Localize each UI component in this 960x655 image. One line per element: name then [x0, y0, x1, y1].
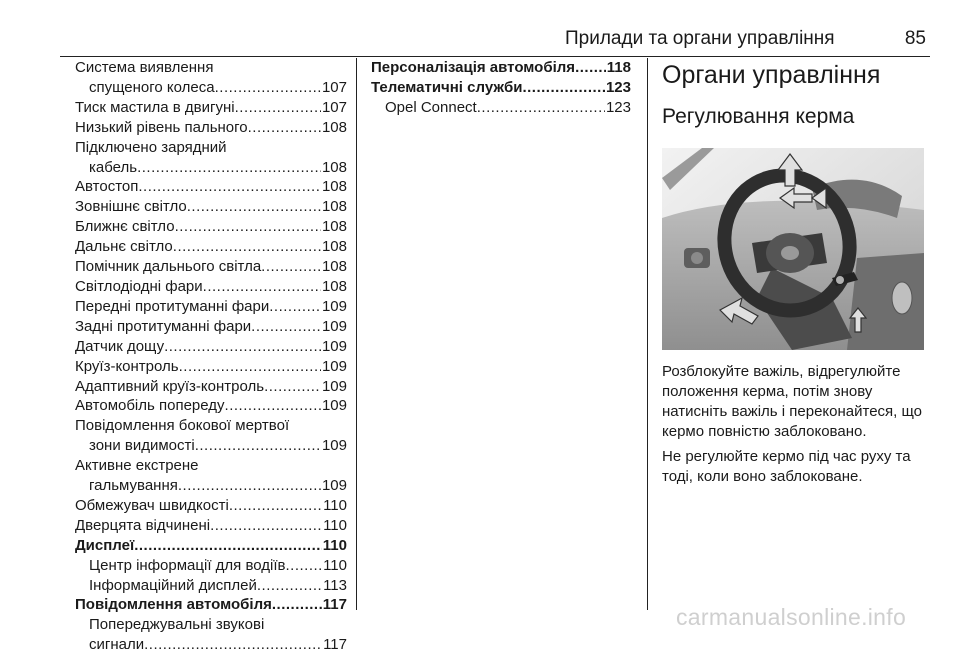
toc-entry[interactable] [75, 615, 347, 635]
toc-entry-page: 107 [321, 78, 347, 96]
toc-entry-title: Opel Connect [385, 98, 477, 116]
toc-entry[interactable] [75, 496, 347, 516]
toc-entry[interactable] [75, 237, 347, 257]
content-column [662, 58, 930, 487]
toc-entry-title: Повідомлення автомобіля [75, 596, 272, 614]
toc-entry-title: Тиск мастила в двигуні [75, 98, 235, 116]
toc-entry[interactable] [75, 556, 347, 576]
leader-dots [229, 496, 322, 516]
toc-entry[interactable] [75, 357, 347, 377]
toc-entry-page: 108 [321, 178, 347, 196]
leader-dots [138, 177, 321, 197]
toc-entry-page: 108 [321, 158, 347, 176]
toc-entry-title: Обмежувач швидкості [75, 496, 229, 514]
leader-dots [235, 98, 321, 118]
toc-entry-title: Активне екстрене [75, 457, 199, 475]
leader-dots [257, 576, 322, 596]
toc-entry[interactable] [75, 416, 347, 436]
toc-entry-title: Система виявлення [75, 59, 214, 76]
toc-entry[interactable] [75, 197, 347, 217]
toc-entry-page: 108 [321, 198, 347, 216]
leader-dots [477, 98, 605, 118]
toc-entry[interactable] [75, 516, 347, 536]
toc-entry-page: 117 [322, 596, 347, 614]
leader-dots [272, 595, 322, 615]
toc-entry-page: 110 [323, 496, 347, 514]
toc-entry-page: 110 [323, 516, 347, 534]
column-divider [356, 58, 357, 610]
toc-heading-entry[interactable] [75, 595, 347, 615]
toc-entry-page: 108 [321, 258, 347, 276]
toc-entry-page: 109 [321, 357, 347, 375]
toc-entry-page: 123 [605, 98, 631, 116]
toc-entry[interactable] [75, 277, 347, 297]
toc-entry-title: Передні протитуманні фари [75, 297, 270, 315]
toc-entry-page: 109 [321, 477, 347, 495]
toc-entry-title: Підключено зарядний [75, 138, 227, 156]
toc-entry-title: Повідомлення бокової мертвої [75, 417, 290, 435]
toc-entry-title: Автомобіль попереду [75, 397, 225, 415]
toc-entry-page: 109 [321, 377, 347, 395]
toc-entry-title: Світлодіодні фари [75, 277, 203, 295]
toc-entry[interactable] [75, 377, 347, 397]
toc-entry[interactable] [75, 576, 347, 596]
toc-entry-title: Низький рівень пального [75, 118, 248, 136]
toc-entry-title: сигнали [89, 636, 145, 654]
toc-entry-page: 123 [605, 78, 631, 96]
toc-entry-title: Телематичні служби [371, 78, 523, 96]
leader-dots [522, 78, 605, 98]
toc-entry-page: 110 [322, 536, 347, 554]
toc-entry-title: кабель [89, 158, 138, 176]
running-title: Прилади та органи управління [565, 28, 835, 49]
toc-entry-page: 108 [321, 238, 347, 256]
toc-entry-title: Автостоп [75, 178, 139, 196]
toc-entry-title: зони видимості [89, 437, 195, 455]
toc-entry-page: 109 [321, 437, 347, 455]
leader-dots [187, 197, 321, 217]
leader-dots [195, 436, 321, 456]
leader-dots [264, 377, 321, 397]
section-title: Органи управління [662, 61, 881, 89]
toc-entry[interactable] [75, 436, 347, 456]
toc-entry[interactable] [75, 138, 347, 158]
leader-dots [575, 58, 606, 78]
toc-entry-page: 110 [323, 556, 347, 574]
toc-entry-page: 117 [323, 636, 347, 654]
toc-column-2 [371, 58, 631, 118]
toc-entry[interactable] [75, 118, 347, 138]
toc-entry-title: Персоналізація автомобіля [371, 59, 576, 76]
toc-entry[interactable] [75, 78, 347, 98]
toc-entry[interactable] [75, 456, 347, 476]
warning-paragraph: Не регулюйте кермо під час руху та тоді, коли воно заблоковане. [662, 448, 911, 485]
toc-entry-title: Задні протитуманні фари [75, 317, 252, 335]
toc-entry[interactable] [75, 297, 347, 317]
leader-dots [173, 237, 321, 257]
leader-dots [286, 556, 323, 576]
leader-dots [215, 78, 321, 98]
leader-dots [251, 317, 321, 337]
toc-entry-page: 108 [321, 277, 347, 295]
toc-entry-title: Зовнішнє світло [75, 198, 187, 216]
toc-column-1 [75, 58, 347, 655]
leader-dots [164, 337, 321, 357]
leader-dots [175, 217, 321, 237]
toc-entry[interactable] [75, 158, 347, 178]
toc-entry[interactable] [75, 58, 347, 78]
leader-dots [134, 536, 322, 556]
steering-wheel-icon [662, 148, 924, 350]
toc-entry-title: Центр інформації для водіїв [89, 556, 286, 574]
toc-entry[interactable] [75, 396, 347, 416]
leader-dots [144, 635, 322, 655]
toc-entry-title: Інформаційний дисплей [89, 576, 257, 594]
toc-entry-title: Круїз-контроль [75, 357, 179, 375]
toc-entry[interactable] [75, 476, 347, 496]
toc-entry-title: Помічник дальнього світла [75, 258, 262, 276]
toc-entry[interactable] [75, 257, 347, 277]
page-number: 85 [904, 28, 926, 49]
leader-dots [269, 297, 321, 317]
toc-entry-page: 107 [321, 98, 347, 116]
toc-entry-page: 113 [323, 576, 347, 594]
leader-dots [210, 516, 322, 536]
toc-entry-title: гальмування [89, 477, 178, 495]
leader-dots [225, 396, 321, 416]
toc-entry-page: 118 [606, 59, 631, 76]
toc-entry[interactable] [75, 635, 347, 655]
toc-entry-page: 109 [321, 397, 347, 415]
toc-entry-page: 108 [321, 118, 347, 136]
toc-entry-title: Адаптивний круїз-контроль [75, 377, 265, 395]
toc-heading-entry[interactable] [371, 58, 631, 78]
leader-dots [203, 277, 321, 297]
toc-entry[interactable] [75, 337, 347, 357]
toc-entry-title: Попереджувальні звукові [89, 616, 265, 634]
toc-entry-title: спущеного колеса [89, 78, 215, 96]
toc-entry-page: 109 [321, 317, 347, 335]
toc-entry[interactable] [75, 98, 347, 118]
leader-dots [178, 476, 321, 496]
toc-entry-page: 108 [321, 218, 347, 236]
leader-dots [261, 257, 321, 277]
toc-entry-page: 109 [321, 337, 347, 355]
toc-entry[interactable] [75, 317, 347, 337]
toc-heading-entry[interactable] [371, 78, 631, 98]
toc-heading-entry[interactable] [75, 536, 347, 556]
toc-entry[interactable] [75, 217, 347, 237]
toc-entry-title: Дальнє світло [75, 238, 173, 256]
page-header [60, 26, 930, 57]
leader-dots [179, 357, 321, 377]
toc-entry-title: Датчик дощу [75, 337, 165, 355]
toc-entry-title: Дверцята відчинені [75, 516, 211, 534]
toc-entry[interactable] [371, 98, 631, 118]
column-divider [647, 58, 648, 610]
leader-dots [137, 158, 321, 178]
toc-entry-title: Ближнє світло [75, 218, 175, 236]
toc-entry-title: Дисплеї [75, 536, 135, 554]
toc-entry[interactable] [75, 177, 347, 197]
subsection-title: Регулювання керма [662, 105, 855, 128]
steering-wheel-adjustment-illustration [662, 148, 924, 350]
instruction-paragraph: Розблокуйте важіль, відрегулюйте положення керма, потім знову натисніть важіль і переконайтеся, що кермо повністю заблоковано. [662, 363, 923, 440]
watermark: carmanualsonline.info [676, 604, 907, 630]
toc-entry-page: 109 [321, 297, 347, 315]
leader-dots [248, 118, 321, 138]
